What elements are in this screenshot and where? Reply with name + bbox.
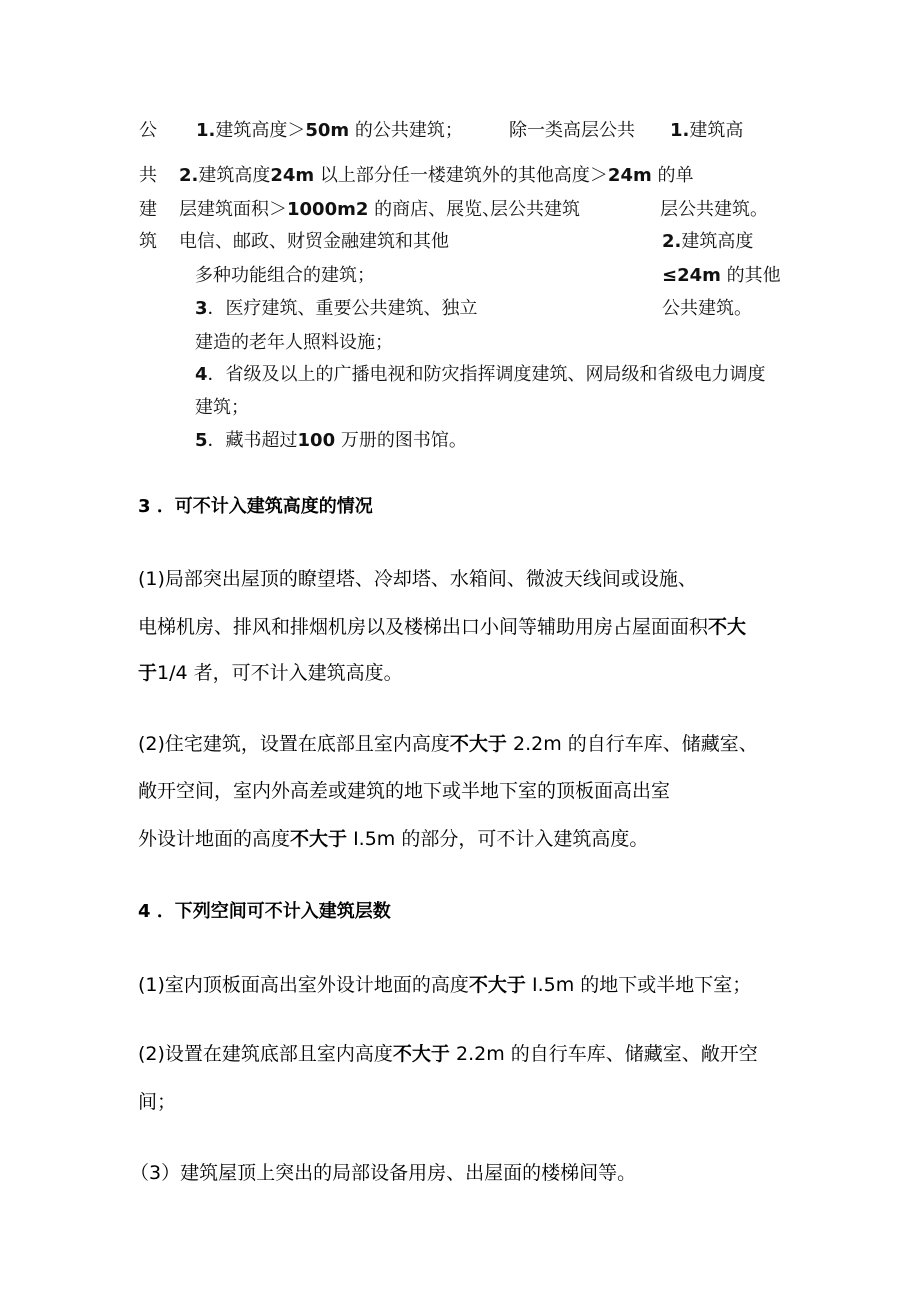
first-class-line-3: 层建筑面积＞1000m2 的商店、展览、 xyxy=(179,199,501,220)
section-3-para-2-line-1: (2)住宅建筑，设置在底部且室内高度不大于 2.2m 的自行车库、储藏室、 xyxy=(138,733,758,755)
section-3-para-1-line-3: 于1/4 者，可不计入建筑高度。 xyxy=(138,662,403,684)
section-3-para-1-line-2: 电梯机房、排风和排烟机房以及楼梯出口小间等辅助用房占屋面面积不大 xyxy=(138,616,747,638)
section-4-para-1: (1)室内顶板面高出室外设计地面的高度不大于 I.5m 的地下或半地下室； xyxy=(138,974,752,996)
category-char: 建 xyxy=(139,199,157,220)
section-3-para-1-line-1: (1)局部突出屋顶的瞭望塔、冷却塔、水箱间、微波天线间或设施、 xyxy=(138,568,697,590)
first-class-line-2: 2.建筑高度24m 以上部分任一楼建筑外的其他高度＞24m 的单 xyxy=(179,165,694,186)
first-class-line-7: 建造的老年人照料设施； xyxy=(195,332,393,353)
first-class-line-9: 建筑； xyxy=(195,397,249,418)
category-char: 共 xyxy=(139,165,157,186)
section-4-heading: 4 ．下列空间可不计入建筑层数 xyxy=(138,901,391,922)
section-4-para-2-line-1: (2)设置在建筑底部且室内高度不大于 2.2m 的自行车库、储藏室、敞开空 xyxy=(138,1043,758,1065)
first-class-line-6: 3．医疗建筑、重要公共建筑、独立 xyxy=(195,298,478,319)
second-class-line-1: 除一类高层公共 xyxy=(509,120,635,141)
category-char: 筑 xyxy=(139,231,157,252)
multi-storey-line-3: 2.建筑高度 xyxy=(662,231,754,252)
second-class-line-2: 层公共建筑 xyxy=(490,199,580,220)
section-3-para-2-line-3: 外设计地面的高度不大于 I.5m 的部分，可不计入建筑高度。 xyxy=(138,828,649,850)
category-char: 公 xyxy=(139,120,157,141)
first-class-line-8: 4．省级及以上的广播电视和防灾指挥调度建筑、网局级和省级电力调度 xyxy=(195,364,766,385)
section-4-para-3: （3）建筑屋顶上突出的局部设备用房、出屋面的楼梯间等。 xyxy=(130,1162,637,1184)
section-4-para-2-line-2: 间； xyxy=(138,1091,177,1113)
first-class-line-5: 多种功能组合的建筑； xyxy=(195,265,375,286)
section-3-heading: 3 ．可不计入建筑高度的情况 xyxy=(138,496,373,517)
multi-storey-line-5: 公共建筑。 xyxy=(662,298,752,319)
multi-storey-line-2: 层公共建筑。 xyxy=(660,199,768,220)
first-class-line-10: 5．藏书超过100 万册的图书馆。 xyxy=(195,430,467,451)
multi-storey-line-4: ≤24m 的其他 xyxy=(662,265,781,286)
multi-storey-line-1: 1.建筑高 xyxy=(670,120,744,141)
first-class-line-4: 电信、邮政、财贸金融建筑和其他 xyxy=(179,231,449,252)
section-3-para-2-line-2: 敞开空间，室内外高差或建筑的地下或半地下室的顶板面高出室 xyxy=(138,780,671,802)
first-class-line-1: 1.建筑高度＞50m 的公共建筑； xyxy=(196,120,463,141)
